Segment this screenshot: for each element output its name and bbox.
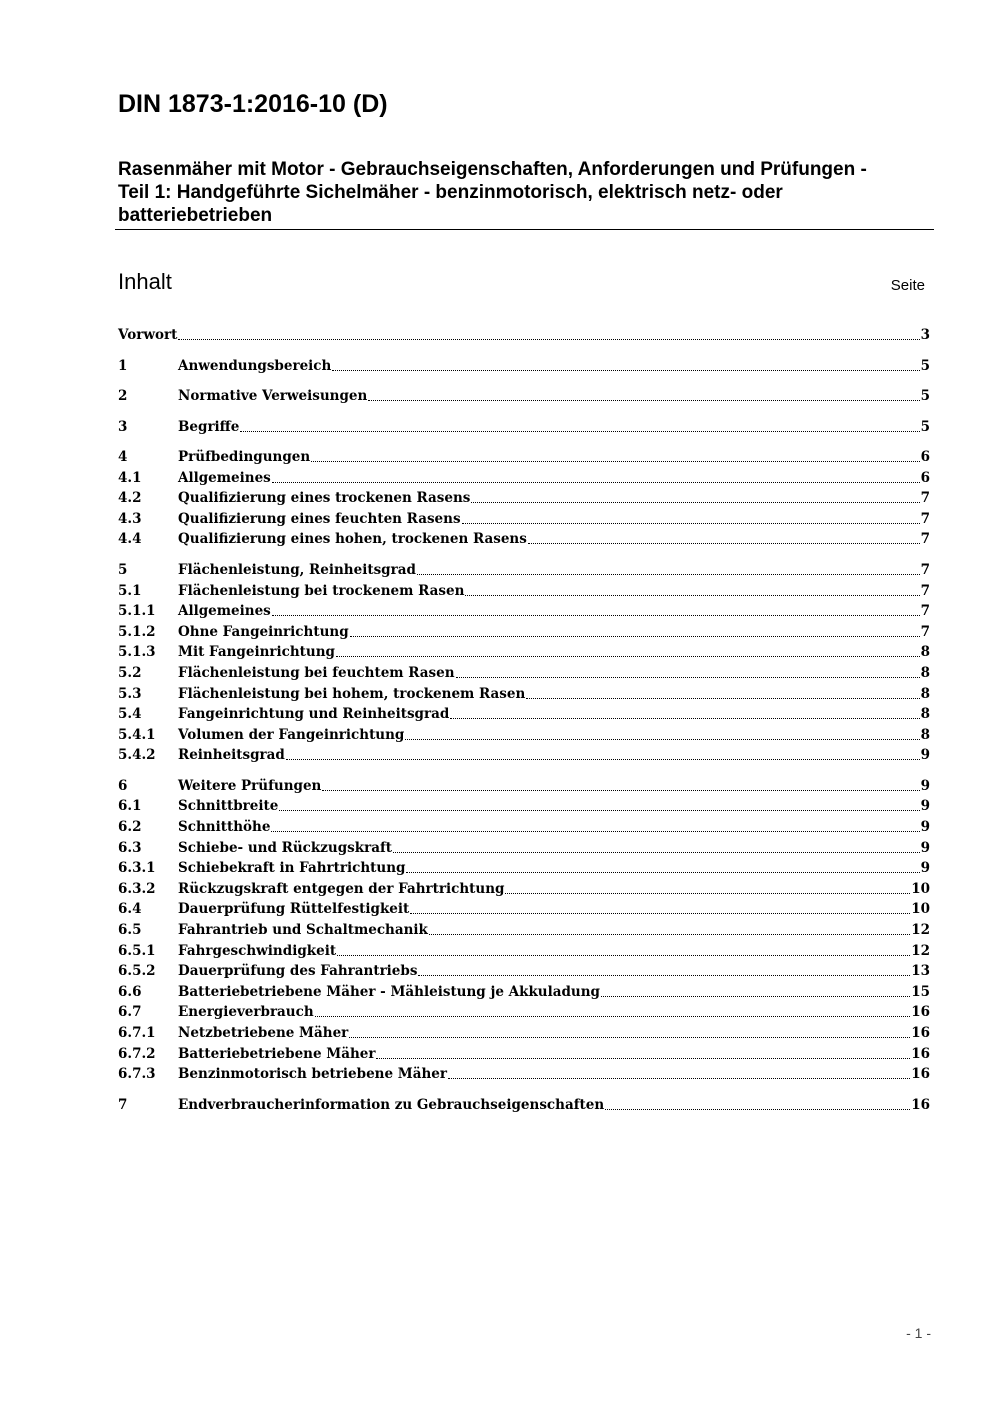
toc-entry-number: 6.7.3 — [118, 1066, 156, 1083]
toc-entry-number: 6.7.2 — [118, 1045, 156, 1062]
toc-entry[interactable] — [118, 529, 930, 549]
toc-dot-leader — [418, 974, 910, 976]
toc-entry[interactable] — [118, 447, 930, 467]
toc-entry-number: 6.5.1 — [118, 942, 156, 959]
toc-entry-title: Rückzugskraft entgegen der Fahrtrichtung — [178, 880, 505, 897]
toc-entry[interactable] — [118, 920, 930, 940]
toc-entry[interactable] — [118, 642, 930, 662]
toc-dot-leader — [332, 369, 919, 371]
toc-entry-page: 5 — [920, 418, 930, 435]
toc-entry[interactable] — [118, 838, 930, 858]
toc-entry-page: 9 — [920, 798, 930, 815]
toc-entry-number: 2 — [118, 388, 128, 404]
toc-entry[interactable] — [118, 468, 930, 488]
toc-entry-title: Qualifizierung eines feuchten Rasens — [178, 510, 461, 527]
toc-entry-title: Weitere Prüfungen — [178, 777, 322, 794]
toc-dot-leader — [605, 1108, 910, 1110]
toc-entry-number: 6.2 — [118, 819, 142, 835]
toc-entry-title: Benzinmotorisch betriebene Mäher — [178, 1066, 447, 1083]
toc-entry-title: Dauerprüfung des Fahrantriebs — [178, 963, 418, 980]
toc-entry-number: 6.3.2 — [118, 880, 156, 897]
toc-entry-page: 5 — [920, 388, 930, 404]
toc-dot-leader — [315, 1015, 911, 1017]
toc-dot-leader — [505, 892, 910, 894]
toc-dot-leader — [528, 542, 920, 544]
toc-entry[interactable] — [118, 961, 930, 981]
toc-entry[interactable] — [118, 725, 930, 745]
toc-entry[interactable] — [118, 1023, 930, 1043]
toc-entry-page: 7 — [920, 531, 930, 548]
toc-entry-title: Begriffe — [178, 418, 240, 435]
toc-entry-page: 9 — [920, 747, 930, 764]
title-line: batteriebetrieben — [118, 205, 273, 226]
toc-entry[interactable] — [118, 982, 930, 1002]
toc-entry-page: 7 — [920, 582, 930, 599]
toc-entry-title: Endverbraucherinformation zu Gebrauchseigenschaften — [178, 1096, 605, 1113]
toc-dot-leader — [350, 635, 920, 637]
toc-entry-number: 6 — [118, 777, 128, 794]
toc-entry-page: 16 — [911, 1066, 930, 1083]
toc-entry-title: Anwendungsbereich — [178, 357, 332, 374]
toc-dot-leader — [456, 676, 920, 678]
title-line: Teil 1: Handgeführte Sichelmäher - benzinmotorisch, elektrisch netz- oder — [118, 182, 783, 203]
toc-dot-leader — [376, 1057, 910, 1059]
toc-entry[interactable] — [118, 704, 930, 724]
toc-entry-title: Qualifizierung eines hohen, trockenen Rasens — [178, 531, 527, 548]
toc-entry-page: 8 — [920, 664, 930, 681]
toc-entry-number: 6.3 — [118, 839, 142, 856]
toc-entry-title: Schiebe- und Rückzugskraft — [178, 839, 392, 856]
toc-entry-title: Flächenleistung bei trockenem Rasen — [178, 582, 465, 599]
toc-entry-page: 9 — [920, 839, 930, 856]
toc-entry-page: 9 — [920, 860, 930, 877]
toc-entry-number: 5.1.1 — [118, 603, 156, 620]
toc-dot-leader — [462, 522, 920, 524]
toc-dot-leader — [450, 717, 919, 719]
toc-entry-page: 13 — [911, 963, 930, 980]
toc-entry-page: 3 — [920, 327, 930, 343]
toc-entry-title: Vorwort — [118, 327, 178, 343]
toc-entry-page: 8 — [920, 706, 930, 723]
toc-dot-leader — [410, 912, 910, 914]
toc-entry[interactable] — [118, 663, 930, 683]
toc-entry[interactable] — [118, 1044, 930, 1064]
toc-entry-page: 12 — [911, 922, 930, 938]
toc-entry-number: 6.7 — [118, 1004, 142, 1021]
toc-dot-leader — [349, 1036, 910, 1038]
toc-dot-leader — [178, 338, 919, 340]
title-underline — [115, 229, 934, 230]
toc-entry-number: 5 — [118, 561, 128, 578]
toc-entry-page: 7 — [920, 510, 930, 527]
toc-entry-page: 7 — [920, 490, 930, 507]
toc-entry-title: Volumen der Fangeinrichtung — [178, 726, 405, 743]
toc-entry-page: 9 — [920, 819, 930, 835]
toc-entry-number: 5.4.1 — [118, 726, 156, 743]
toc-dot-leader — [465, 594, 919, 596]
toc-entry[interactable] — [118, 581, 930, 601]
toc-entry-page: 10 — [911, 901, 930, 918]
toc-entry-page: 8 — [920, 726, 930, 743]
toc-entry-number: 6.4 — [118, 901, 142, 918]
toc-entry-number: 6.1 — [118, 798, 142, 815]
toc-entry-page: 8 — [920, 644, 930, 661]
toc-entry-page: 16 — [911, 1096, 930, 1113]
toc-entry[interactable] — [118, 858, 930, 878]
toc-entry-page: 8 — [920, 685, 930, 702]
toc-entry-page: 7 — [920, 561, 930, 578]
toc-entry-number: 6.5 — [118, 922, 142, 938]
toc-dot-leader — [311, 460, 919, 462]
document-id: DIN 1873-1:2016-10 (D) — [118, 90, 388, 118]
title-line: Rasenmäher mit Motor - Gebrauchseigenschaften, Anforderungen und Prüfungen - — [118, 159, 867, 180]
toc-dot-leader — [405, 738, 919, 740]
toc-entry-number: 3 — [118, 418, 128, 435]
toc-dot-leader — [336, 655, 920, 657]
toc-entry-page: 6 — [920, 449, 930, 465]
toc-entry-title: Flächenleistung bei hohem, trockenem Rasen — [178, 685, 526, 702]
toc-dot-leader — [286, 758, 920, 760]
toc-entry-page: 10 — [911, 880, 930, 897]
toc-entry-title: Normative Verweisungen — [178, 388, 368, 404]
toc-entry-number: 1 — [118, 357, 128, 374]
toc-entry-number: 5.4 — [118, 706, 142, 723]
page-number: - 1 - — [906, 1325, 931, 1341]
toc-entry-number: 4.2 — [118, 490, 142, 507]
toc-dot-leader — [393, 851, 920, 853]
toc-entry-page: 16 — [911, 1045, 930, 1062]
toc-entry-title: Energieverbrauch — [178, 1004, 314, 1021]
toc-entry[interactable] — [118, 1064, 930, 1084]
toc-dot-leader — [272, 614, 920, 616]
toc-dot-leader — [526, 697, 919, 699]
toc-entry-title: Schnittbreite — [178, 798, 279, 815]
toc-entry[interactable] — [118, 899, 930, 919]
toc-entry-title: Allgemeines — [178, 603, 271, 620]
toc-entry-title: Reinheitsgrad — [178, 747, 285, 764]
document-title — [118, 158, 934, 227]
toc-entry-title: Qualifizierung eines trockenen Rasens — [178, 490, 471, 507]
toc-dot-leader — [429, 933, 910, 935]
toc-entry-number: 5.1 — [118, 582, 142, 599]
toc-entry[interactable] — [118, 879, 930, 899]
toc-entry-number: 7 — [118, 1096, 128, 1113]
toc-entry-number: 5.2 — [118, 664, 142, 681]
toc-entry[interactable] — [118, 1002, 930, 1022]
toc-entry[interactable] — [118, 776, 930, 796]
toc-entry-number: 5.4.2 — [118, 747, 156, 764]
toc-entry-number: 4.4 — [118, 531, 142, 548]
toc-entry-number: 6.6 — [118, 983, 142, 1000]
toc-entry-number: 4.3 — [118, 510, 142, 527]
toc-dot-leader — [272, 481, 920, 483]
toc-entry[interactable] — [118, 509, 930, 529]
toc-dot-leader — [448, 1077, 910, 1079]
toc-entry[interactable] — [118, 817, 930, 837]
toc-entry-title: Schnitthöhe — [178, 819, 271, 835]
toc-entry[interactable] — [118, 941, 930, 961]
toc-page-column-label: Seite — [890, 277, 925, 294]
toc-entry-page: 7 — [920, 603, 930, 620]
toc-entry-title: Batteriebetriebene Mäher — [178, 1045, 376, 1062]
toc-entry-page: 16 — [911, 1025, 930, 1041]
toc-entry-number: 5.3 — [118, 685, 142, 702]
toc-entry-title: Fahrgeschwindigkeit — [178, 942, 337, 959]
toc-entry-title: Dauerprüfung Rüttelfestigkeit — [178, 901, 410, 918]
toc-dot-leader — [271, 830, 919, 832]
toc-entry-number: 6.7.1 — [118, 1025, 156, 1041]
toc-entry[interactable] — [118, 356, 930, 376]
toc-dot-leader — [471, 501, 919, 503]
toc-entry-page: 15 — [911, 983, 930, 1000]
toc-entry-number: 5.1.2 — [118, 623, 156, 640]
toc-entry[interactable] — [118, 601, 930, 621]
toc-entry[interactable] — [118, 386, 930, 406]
toc-entry-title: Allgemeines — [178, 469, 271, 486]
toc-entry[interactable] — [118, 488, 930, 508]
toc-entry-number: 5.1.3 — [118, 644, 156, 661]
toc-entry-page: 5 — [920, 357, 930, 374]
toc-entry-title: Flächenleistung bei feuchtem Rasen — [178, 664, 455, 681]
toc-dot-leader — [406, 871, 919, 873]
toc-entry-title: Mit Fangeinrichtung — [178, 644, 335, 661]
toc-dot-leader — [279, 809, 919, 811]
toc-dot-leader — [337, 954, 910, 956]
toc-entry-number: 4 — [118, 449, 128, 465]
toc-entry-number: 4.1 — [118, 469, 142, 486]
toc-entry-title: Flächenleistung, Reinheitsgrad — [178, 561, 416, 578]
toc-entry-page: 12 — [911, 942, 930, 959]
toc-entry-title: Schiebekraft in Fahrtrichtung — [178, 860, 406, 877]
toc-entry-page: 9 — [920, 777, 930, 794]
toc-entry[interactable] — [118, 560, 930, 580]
toc-entry-title: Fahrantrieb und Schaltmechanik — [178, 922, 428, 938]
toc-entry[interactable] — [118, 1095, 930, 1115]
toc-entry-title: Netzbetriebene Mäher — [178, 1025, 349, 1041]
toc-dot-leader — [601, 995, 910, 997]
toc-entry[interactable] — [118, 796, 930, 816]
toc-heading: Inhalt — [118, 269, 172, 294]
toc-entry[interactable] — [118, 325, 930, 345]
toc-dot-leader — [240, 430, 919, 432]
toc-entry-title: Fangeinrichtung und Reinheitsgrad — [178, 706, 450, 723]
toc-entry-title: Ohne Fangeinrichtung — [178, 623, 349, 640]
toc-entry-title: Batteriebetriebene Mäher - Mähleistung je Akkuladung — [178, 983, 601, 1000]
toc-dot-leader — [368, 399, 919, 401]
toc-entry-page: 7 — [920, 623, 930, 640]
toc-entry-page: 6 — [920, 469, 930, 486]
toc-entry[interactable] — [118, 745, 930, 765]
toc-entry[interactable] — [118, 684, 930, 704]
toc-entry-title: Prüfbedingungen — [178, 449, 311, 465]
toc-dot-leader — [322, 789, 919, 791]
toc-entry-number: 6.5.2 — [118, 963, 156, 980]
toc-entry-page: 16 — [911, 1004, 930, 1021]
toc-entry[interactable] — [118, 417, 930, 437]
toc-entry[interactable] — [118, 622, 930, 642]
toc-entry-number: 6.3.1 — [118, 860, 156, 877]
toc-dot-leader — [417, 573, 920, 575]
